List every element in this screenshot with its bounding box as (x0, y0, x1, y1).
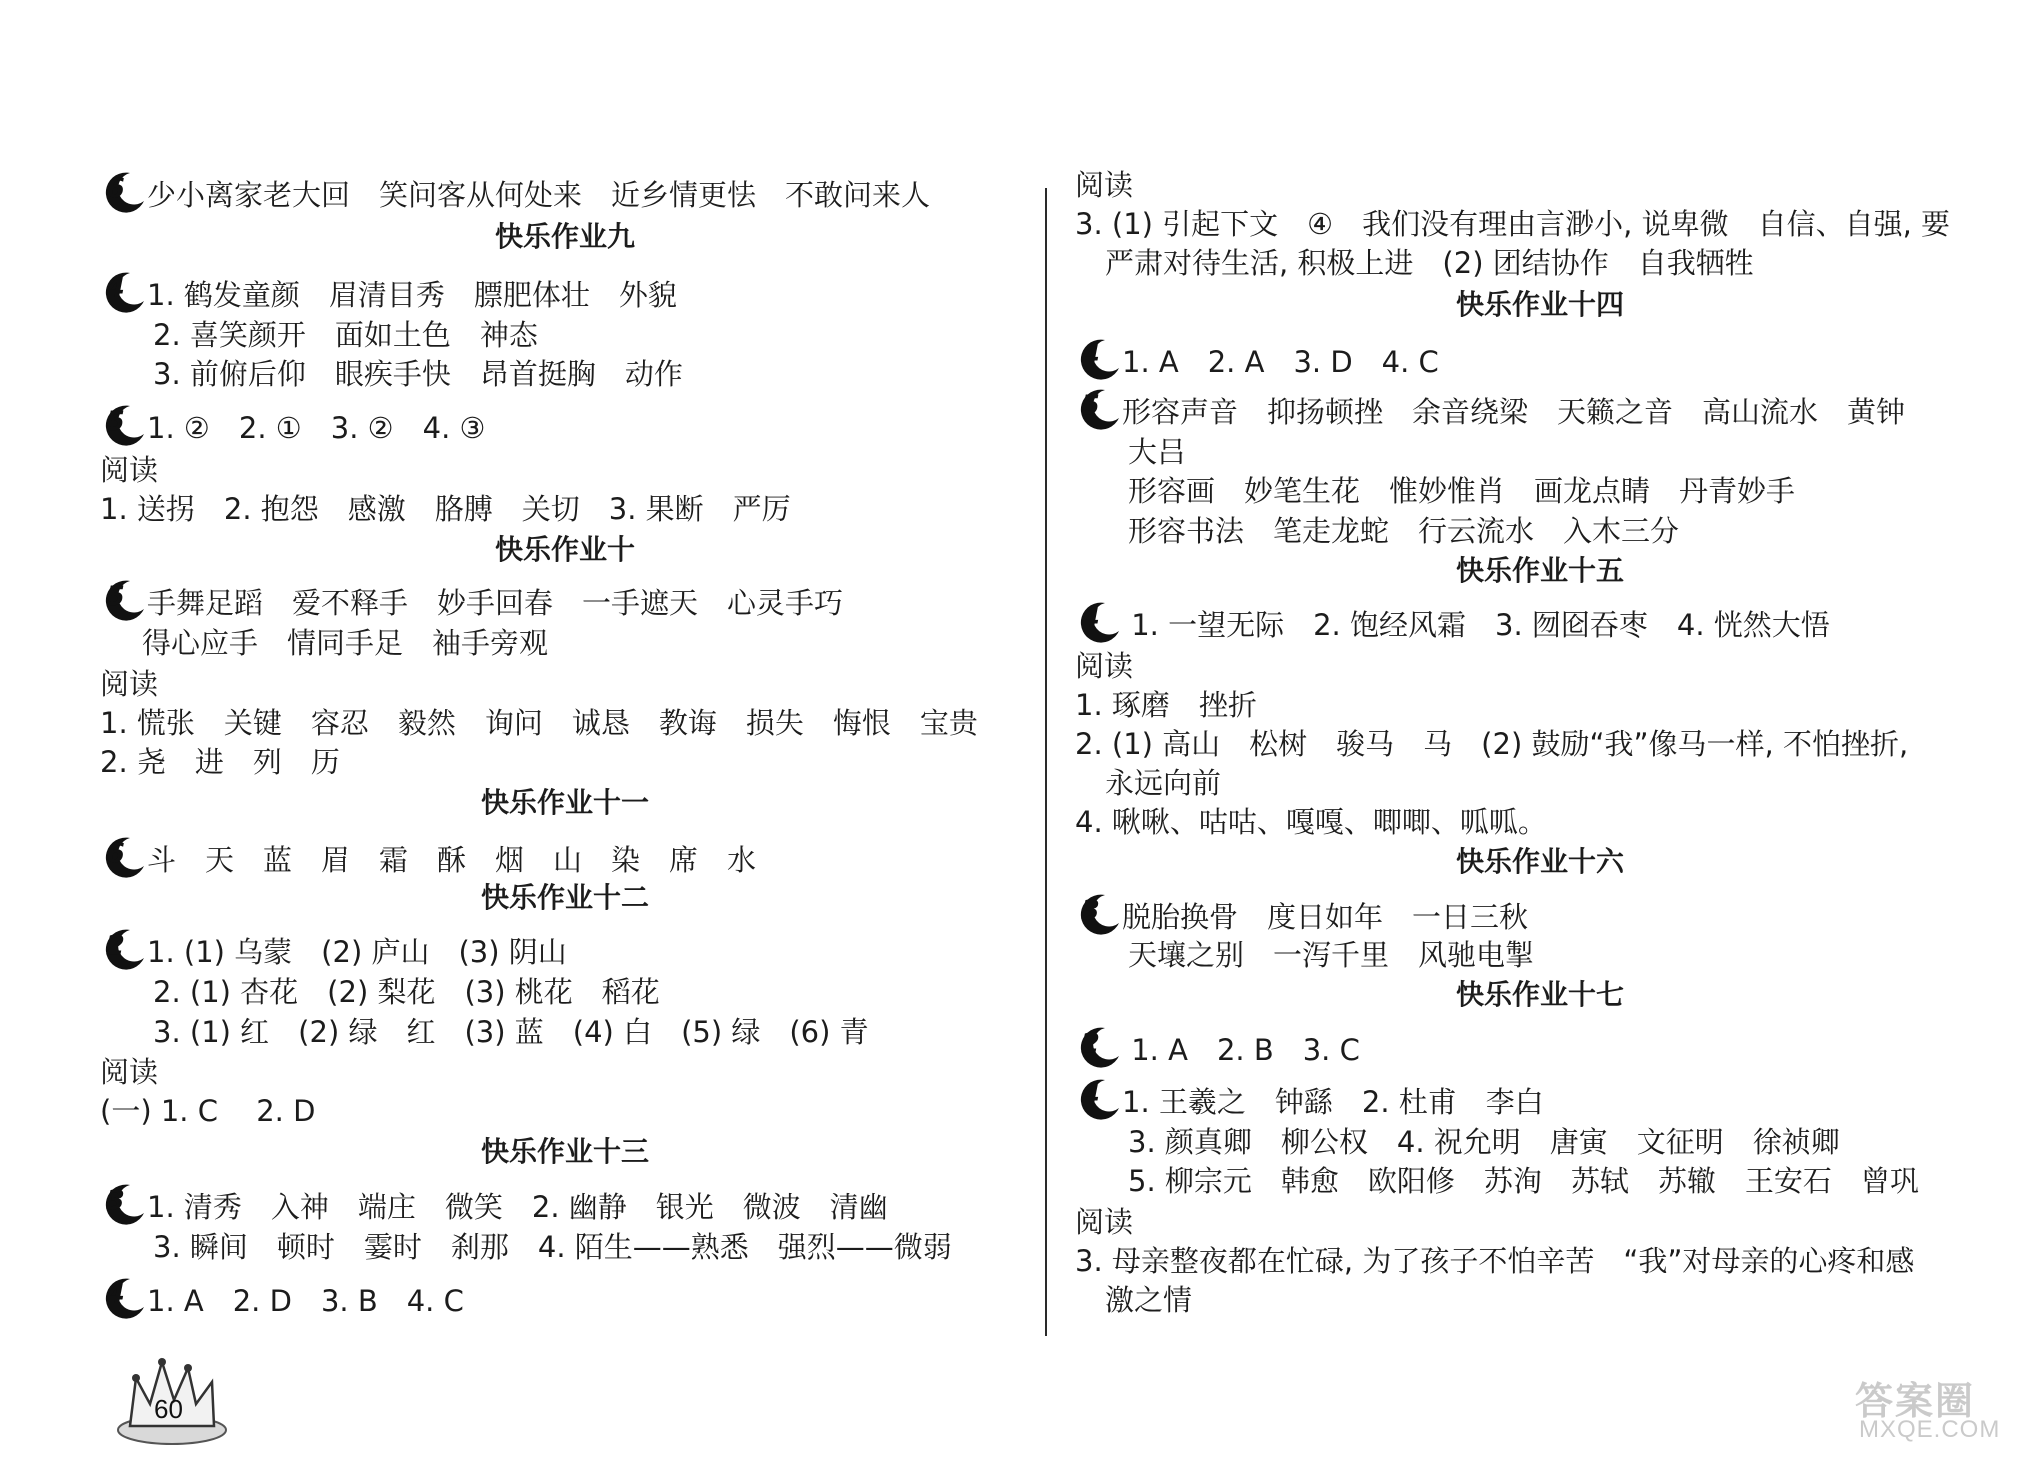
answer-text: 激之情 (1105, 1283, 1193, 1317)
watermark-logo: 答案圈 (1855, 1381, 1976, 1423)
answer-text: 少小离家老大回 笑问客从何处来 近乡情更怯 不敢问来人 (147, 178, 931, 212)
answer-text: 1. 慌张 关键 容忍 毅然 询问 诚恳 教诲 损失 悔恨 宝贵 (100, 706, 978, 740)
question-number: 4 (106, 1279, 125, 1310)
section-heading: 快乐作业十三 (480, 1135, 649, 1168)
watermark-site: MXQE.COM (1859, 1416, 2001, 1443)
question-number-badge (100, 400, 148, 448)
answer-line (100, 489, 791, 529)
answer-line (1128, 1122, 1840, 1162)
answer-text: 1. 鹤发童颜 眉清目秀 膘肥体壮 外貌 (147, 278, 677, 312)
answer-text: 阅读 (1075, 649, 1134, 683)
answer-text: 形容声音 抑扬顿挫 余音绕梁 天籁之音 高山流水 黄钟 (1122, 395, 1906, 429)
answer-line (1075, 204, 1950, 244)
section-heading: 快乐作业九 (494, 220, 635, 253)
answer-text: 2. 尧 进 列 历 (100, 745, 340, 779)
answer-text: 1. A 2. D 3. B 4. C (147, 1284, 464, 1318)
answer-text: 1. (1) 乌蒙 (2) 庐山 (3) 阴山 (147, 935, 567, 969)
answer-text: 阅读 (100, 453, 159, 487)
reading-label (1075, 165, 1133, 205)
answer-text: 3. 颜真卿 柳公权 4. 祝允明 唐寅 文征明 徐祯卿 (1128, 1125, 1840, 1159)
question-number: 6 (106, 173, 125, 204)
question-number-badge (1075, 334, 1123, 382)
answer-line (1075, 685, 1257, 725)
section-heading: 快乐作业十四 (1455, 288, 1624, 321)
answer-text: 3. (1) 红 (2) 绿 红 (3) 蓝 (4) 白 (5) 绿 (6) 青 (153, 1015, 869, 1049)
question-number: 4 (1081, 340, 1100, 371)
answer-text: 1. ② 2. ① 3. ② 4. ③ (147, 411, 486, 445)
question-number-badge (1075, 1074, 1123, 1122)
answer-text: 大吕 (1128, 435, 1187, 469)
answer-line (153, 315, 538, 355)
column-divider (1045, 188, 1047, 1336)
answer-line (1128, 511, 1679, 551)
answer-text: 1. A 2. A 3. D 4. C (1122, 345, 1439, 379)
question-number: 5 (106, 581, 125, 612)
question-number: 5 (1081, 390, 1100, 421)
answer-text: 2. (1) 杏花 (2) 梨花 (3) 桃花 稻花 (153, 975, 660, 1009)
answer-text: 1. 清秀 入神 端庄 微笑 2. 幽静 银光 微波 清幽 (147, 1190, 888, 1224)
answer-text: 形容书法 笔走龙蛇 行云流水 入木三分 (1128, 514, 1680, 548)
question-number: 4 (1081, 603, 1100, 634)
answer-text: 1. 一望无际 2. 饱经风霜 3. 囫囵吞枣 4. 恍然大悟 (1122, 608, 1830, 642)
answer-text: 斗 天 蓝 眉 霜 酥 烟 山 染 席 水 (147, 843, 757, 877)
page-number-badge (112, 1348, 232, 1448)
question-number-badge (100, 924, 148, 972)
section-heading: 快乐作业十七 (1455, 978, 1624, 1011)
answer-text: 3. 母亲整夜都在忙碌, 为了孩子不怕辛苦 “我”对母亲的心疼和感 (1075, 1244, 1915, 1278)
answer-line (1105, 763, 1221, 803)
answer-line (1075, 1241, 1914, 1281)
question-number: 3 (106, 1185, 125, 1216)
reading-label (100, 450, 158, 490)
answer-text: 天壤之别 一泻千里 风驰电掣 (1128, 938, 1535, 972)
answer-text: 永远向前 (1105, 766, 1222, 800)
question-number-badge (1075, 384, 1123, 432)
answer-line (1075, 802, 1547, 842)
section-heading: 快乐作业十二 (480, 881, 649, 914)
answer-text: 1. 王羲之 钟繇 2. 杜甫 李白 (1122, 1085, 1544, 1119)
answer-line (1128, 935, 1534, 975)
section-heading: 快乐作业十 (494, 533, 635, 566)
question-number: 2 (1081, 1028, 1100, 1059)
answer-line (1128, 432, 1186, 472)
question-number-badge (100, 1179, 148, 1227)
answer-text: 手舞足蹈 爱不释手 妙手回春 一手遮天 心灵手巧 (147, 586, 844, 620)
answer-line (100, 742, 340, 782)
answer-text: 阅读 (1075, 1205, 1134, 1239)
question-number: 2 (106, 930, 125, 961)
answer-text: 3. 前俯后仰 眼疾手快 昂首挺胸 动作 (153, 357, 683, 391)
answer-text: 1. 送拐 2. 抱怨 感激 胳膊 关切 3. 果断 严厉 (100, 492, 791, 526)
answer-text: 2. 喜笑颜开 面如土色 神态 (153, 318, 538, 352)
answer-text: 5. 柳宗元 韩愈 欧阳修 苏洵 苏轼 苏辙 王安石 曾巩 (1128, 1164, 1919, 1198)
question-number-badge (1075, 889, 1123, 937)
answer-line (153, 354, 683, 394)
answer-text: 4. 啾啾、咕咕、嘎嘎、唧唧、呱呱。 (1075, 805, 1547, 839)
question-number: 5 (106, 406, 125, 437)
answer-text: 得心应手 情同手足 袖手旁观 (142, 626, 549, 660)
answer-text: 阅读 (1075, 168, 1134, 202)
watermark (1855, 1370, 2025, 1450)
question-number-badge (1075, 1022, 1123, 1070)
answer-line (1105, 1280, 1192, 1320)
answer-text: 2. (1) 高山 松树 骏马 马 (2) 鼓励“我”像马一样, 不怕挫折, (1075, 727, 1909, 761)
answer-line (153, 1012, 869, 1052)
section-heading: 快乐作业十五 (1455, 554, 1624, 587)
answer-line (100, 703, 978, 743)
reading-label (100, 664, 158, 704)
page-number: 60 (154, 1394, 183, 1424)
answer-line (100, 1091, 315, 1131)
answer-text: 形容画 妙笔生花 惟妙惟肖 画龙点睛 丹青妙手 (1128, 474, 1796, 508)
answer-text: 脱胎换骨 度日如年 一日三秋 (1122, 900, 1529, 934)
question-number-badge (100, 1273, 148, 1321)
question-number: 3 (1081, 895, 1100, 926)
section-heading: 快乐作业十一 (480, 786, 649, 819)
answer-line (1128, 1161, 1919, 1201)
reading-label (100, 1052, 158, 1092)
question-number: 4 (106, 273, 125, 304)
question-number-badge (100, 267, 148, 315)
answer-line (153, 972, 660, 1012)
question-number: 6 (106, 838, 125, 869)
answer-line (1105, 243, 1754, 283)
answer-line (142, 623, 548, 663)
answer-line (1128, 471, 1795, 511)
answer-text: 3. (1) 引起下文 ④ 我们没有理由言渺小, 说卑微 自信、自强, 要 (1075, 207, 1951, 241)
answer-line (1075, 724, 1908, 764)
answer-text: 严肃对待生活, 积极上进 (2) 团结协作 自我牺牲 (1105, 246, 1754, 280)
answer-text: 1. A 2. B 3. C (1122, 1033, 1360, 1067)
answer-text: 3. 瞬间 顿时 霎时 刹那 4. 陌生——熟悉 强烈——微弱 (153, 1230, 952, 1264)
answer-text: 1. 琢磨 挫折 (1075, 688, 1257, 722)
question-number-badge (100, 575, 148, 623)
reading-label (1075, 1202, 1133, 1242)
question-number: 4 (1081, 1080, 1100, 1111)
answer-line (153, 1227, 952, 1267)
question-number-badge (1075, 597, 1123, 645)
answer-text: 阅读 (100, 1055, 159, 1089)
answer-text: 阅读 (100, 667, 159, 701)
answer-text: (一) 1. C 2. D (100, 1094, 316, 1128)
question-number-badge (100, 832, 148, 880)
question-number-badge (100, 167, 148, 215)
section-heading: 快乐作业十六 (1455, 845, 1624, 878)
reading-label (1075, 646, 1133, 686)
